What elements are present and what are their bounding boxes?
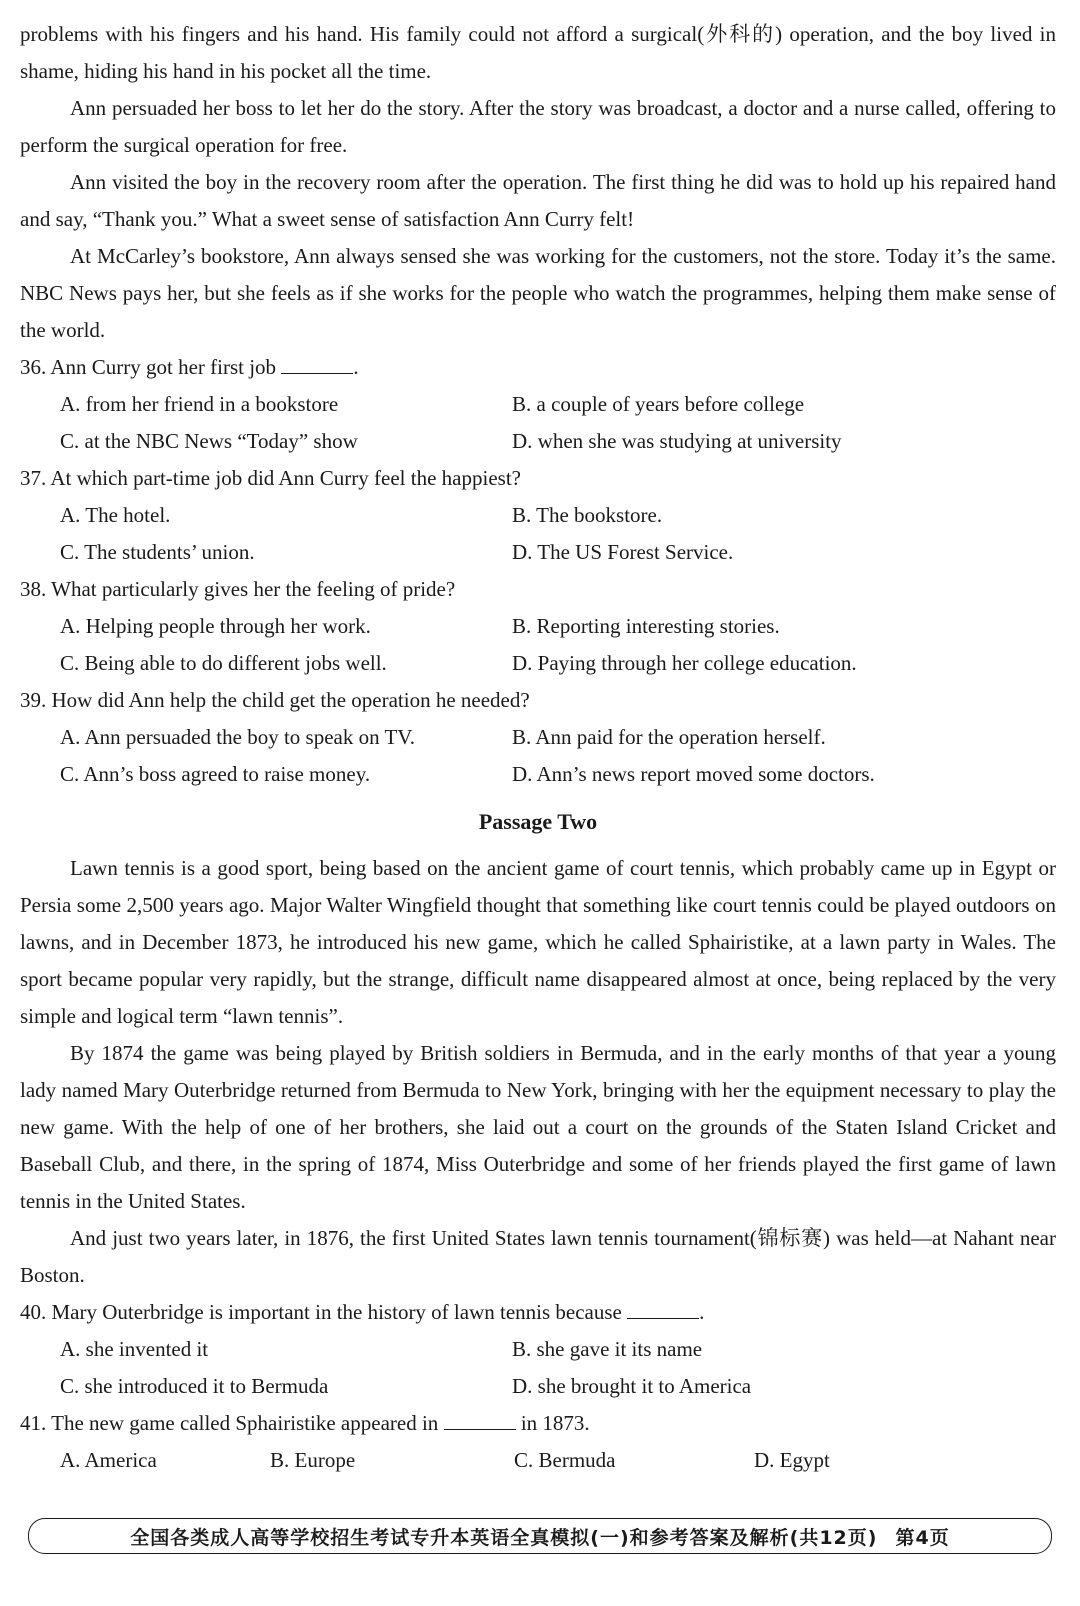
question-37 (20, 460, 1056, 571)
option-c: C. Being able to do different jobs well. (60, 651, 387, 675)
options (20, 1442, 1056, 1479)
option-c: C. Bermuda (514, 1448, 616, 1472)
option-c: C. she introduced it to Bermuda (60, 1374, 329, 1398)
options (20, 719, 1056, 793)
question-39 (20, 682, 1056, 793)
passage-one-tail (20, 0, 1056, 349)
option-a: A. she invented it (60, 1337, 209, 1361)
paragraph: Ann visited the boy in the recovery room after the operation. The first thing he did was to hold up his repaired hand and say, “Thank you.” What a sweet sense of satisfaction Ann Curry felt! (20, 170, 1056, 231)
option-d: D. when she was studying at university (512, 429, 842, 453)
option-b: B. Reporting interesting stories. (512, 614, 780, 638)
paragraph: problems with his fingers and his hand. His family could not afford a surgical(外科的) operation, and the boy lived in shame, hiding his hand in his pocket all the time. (20, 22, 1056, 83)
option-d: D. Paying through her college education. (512, 651, 857, 675)
paragraph: Lawn tennis is a good sport, being based on the ancient game of court tennis, which probably came up in Egypt or Persia some 2,500 years ago. Major Walter Wingfield thought that something like court tennis could be played outdoors on lawns, and in December 1873, he introduced his new game, which he called Sphairistike, at a lawn party in Wales. The sport became popular very rapidly, but the strange, difficult name disappeared almost at once, being replaced by the very simple and logical term “lawn tennis”. (20, 856, 1056, 1028)
option-c: C. Ann’s boss agreed to raise money. (60, 762, 371, 786)
question-stem: 37. At which part-time job did Ann Curry feel the happiest? (20, 466, 521, 490)
option-b: B. Europe (270, 1448, 356, 1472)
question-stem: 41. The new game called Sphairistike appeared in in 1873. (20, 1411, 590, 1435)
options (20, 386, 1056, 460)
option-c: C. at the NBC News “Today” show (60, 429, 358, 453)
question-stem: 36. Ann Curry got her first job . (20, 355, 359, 379)
option-b: B. The bookstore. (512, 503, 663, 527)
passage-title: Passage Two (478, 809, 598, 834)
question-40 (20, 1294, 1056, 1405)
options (20, 608, 1056, 682)
option-b: B. she gave it its name (512, 1337, 703, 1361)
passage-two (20, 850, 1056, 1294)
question-41 (20, 1405, 1056, 1479)
footer-title: 全国各类成人高等学校招生考试专升本英语全真模拟(一)和参考答案及解析(共12页) (130, 1526, 878, 1549)
question-stem: 38. What particularly gives her the feeling of pride? (20, 577, 456, 601)
option-d: D. The US Forest Service. (512, 540, 734, 564)
question-stem: 40. Mary Outerbridge is important in the history of lawn tennis because . (20, 1300, 705, 1324)
option-b: B. Ann paid for the operation herself. (512, 725, 826, 749)
answer-blank (444, 1411, 516, 1430)
option-a: A. America (60, 1448, 157, 1472)
paragraph: By 1874 the game was being played by British soldiers in Bermuda, and in the early months of that year a young lady named Mary Outerbridge returned from Bermuda to New York, bringing with her the equipment necessary to play the new game. With the help of one of her brothers, she laid out a court on the grounds of the Staten Island Cricket and Baseball Club, and there, in the spring of 1874, Miss Outerbridge and some of her friends played the first game of lawn tennis in the United States. (20, 1041, 1056, 1213)
option-d: D. she brought it to America (512, 1374, 752, 1398)
paragraph: At McCarley’s bookstore, Ann always sensed she was working for the customers, not the store. Today it’s the same. NBC News pays her, but she feels as if she works for the people who watch the programmes, helping them make sense of the world. (20, 244, 1056, 342)
answer-blank (627, 1300, 699, 1319)
paragraph: Ann persuaded her boss to let her do the story. After the story was broadcast, a doctor and a nurse called, offering to perform the surgical operation for free. (20, 96, 1056, 157)
option-a: A. Ann persuaded the boy to speak on TV. (60, 725, 416, 749)
question-stem: 39. How did Ann help the child get the operation he needed? (20, 688, 530, 712)
question-38 (20, 571, 1056, 682)
option-d: D. Egypt (754, 1448, 830, 1472)
option-a: A. from her friend in a bookstore (60, 392, 339, 416)
option-d: D. Ann’s news report moved some doctors. (512, 762, 875, 786)
page-number: 第4页 (895, 1526, 950, 1549)
page-footer (28, 1518, 1052, 1554)
option-a: A. The hotel. (60, 503, 171, 527)
paragraph: And just two years later, in 1876, the first United States lawn tennis tournament(锦标赛) was held—at Nahant near Boston. (20, 1226, 1056, 1287)
option-a: A. Helping people through her work. (60, 614, 371, 638)
answer-blank (281, 355, 353, 374)
option-c: C. The students’ union. (60, 540, 255, 564)
option-b: B. a couple of years before college (512, 392, 805, 416)
options (20, 1331, 1056, 1405)
options (20, 497, 1056, 571)
question-36 (20, 349, 1056, 460)
